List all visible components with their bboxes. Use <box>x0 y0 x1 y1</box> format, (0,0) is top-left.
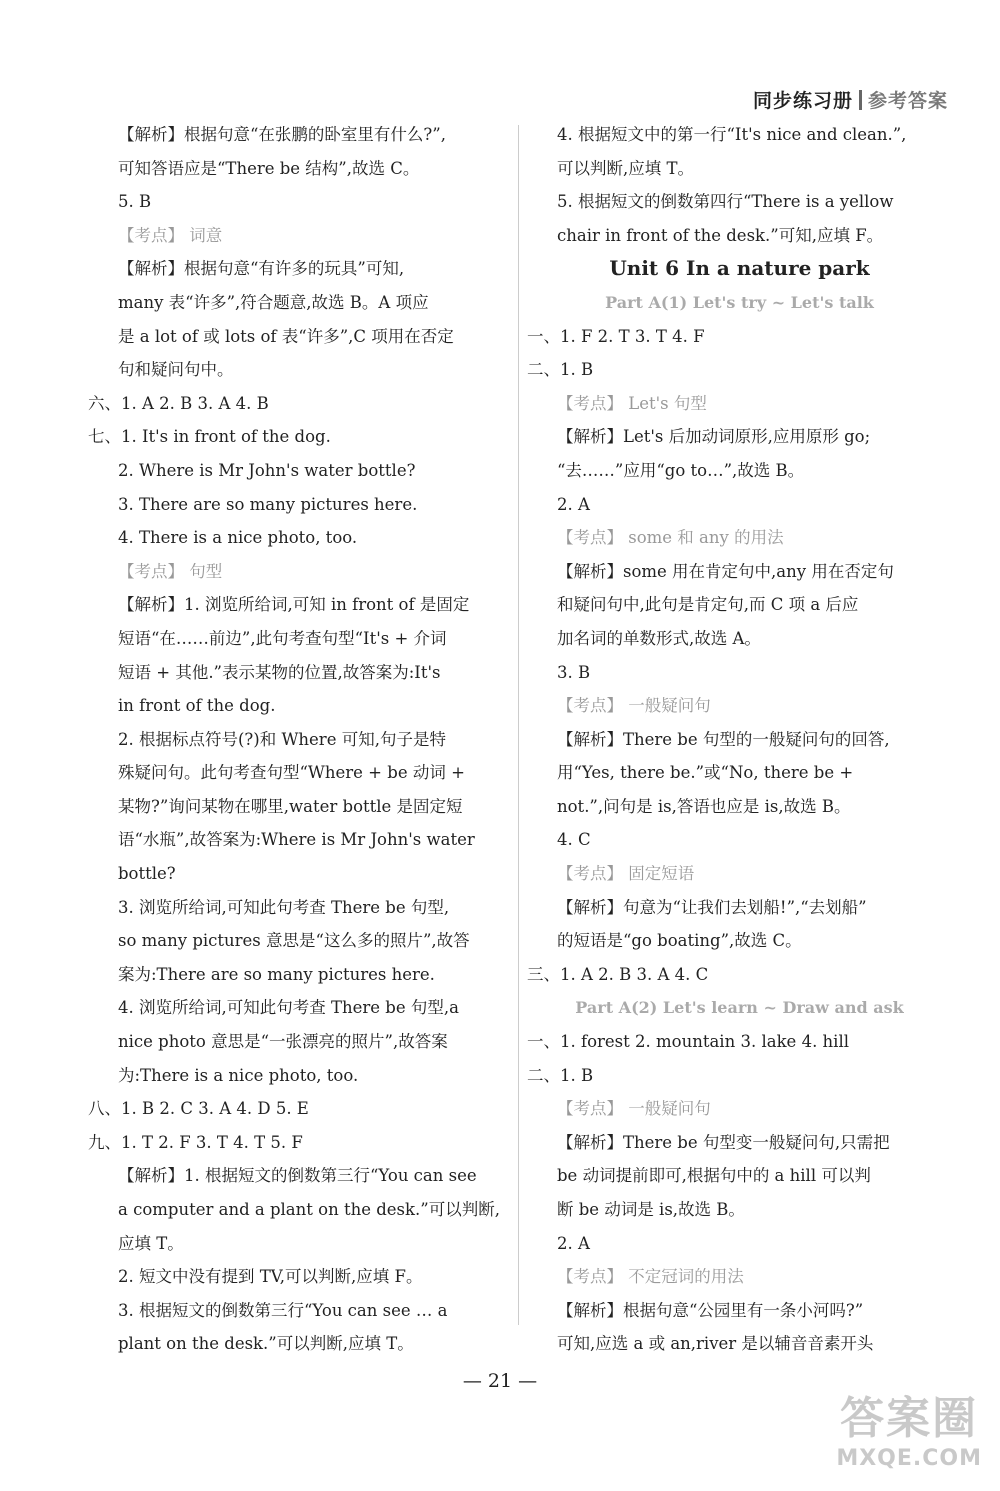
right-line: 二、1. B <box>527 1065 594 1085</box>
right-line: 一、1. forest 2. mountain 3. lake 4. hill <box>527 1032 850 1052</box>
header-subtitle: 参考答案 <box>867 90 948 112</box>
left-line: 4. 浏览所给词,可知此句考查 There be 句型,a <box>118 998 459 1018</box>
left-line: a computer and a plant on the desk.”可以判断, <box>118 1200 500 1219</box>
left-line: 句和疑问句中。 <box>118 360 234 380</box>
left-line: 3. 浏览所给词,可知此句考查 There be 句型, <box>118 897 450 917</box>
left-line: 可知答语应是“There be 结构”,故选 C。 <box>118 158 420 178</box>
left-line: 【考点】 句型 <box>118 561 223 581</box>
left-line: 3. 根据短文的倒数第三行“You can see … a <box>118 1300 448 1320</box>
right-line: 用“Yes, there be.”或“No, there be + <box>557 763 854 783</box>
left-line: 【解析】1. 根据短文的倒数第三行“You can see <box>118 1166 477 1186</box>
right-line: 【考点】 Let's 句型 <box>557 393 707 413</box>
left-line: 为:There is a nice photo, too. <box>118 1065 359 1085</box>
left-line: 语“水瓶”,故答案为:Where is Mr John's water <box>118 830 475 850</box>
right-line: 【解析】There be 句型的一般疑问句的回答, <box>557 729 890 749</box>
left-column <box>88 118 513 1361</box>
right-line: 【解析】句意为“让我们去划船!”,“去划船” <box>557 897 867 917</box>
left-line: 七、1. It's in front of the dog. <box>88 427 331 447</box>
right-line: 【解析】Let's 后加动词原形,应用原形 go; <box>557 427 871 447</box>
header-divider <box>859 90 862 110</box>
left-line: plant on the desk.”可以判断,应填 T。 <box>118 1334 414 1354</box>
right-line: 【考点】 some 和 any 的用法 <box>557 528 784 548</box>
right-line: 2. A <box>557 494 590 514</box>
left-line: 2. Where is Mr John's water bottle? <box>118 460 416 480</box>
right-line: Part A(2) Let's learn ~ Draw and ask <box>575 998 904 1018</box>
right-line: Part A(1) Let's try ~ Let's talk <box>605 292 874 312</box>
right-line: 二、1. B <box>527 360 594 380</box>
left-line: nice photo 意思是“一张漂亮的照片”,故答案 <box>118 1032 448 1052</box>
left-line: 是 a lot of 或 lots of 表“许多”,C 项用在否定 <box>118 326 454 346</box>
right-line: 加名词的单数形式,故选 A。 <box>557 628 761 648</box>
header-title: 同步练习册 <box>752 90 853 112</box>
left-line: 案为:There are so many pictures here. <box>118 964 435 984</box>
right-line: 可知,应选 a 或 an,river 是以辅音音素开头 <box>557 1334 874 1354</box>
left-line: 八、1. B 2. C 3. A 4. D 5. E <box>88 1099 309 1119</box>
watermark-url: MXQE.COM <box>836 1446 982 1471</box>
left-line: 短语“在……前边”,此句考查句型“It's + 介词 <box>118 628 447 648</box>
left-line: in front of the dog. <box>118 696 276 716</box>
right-line: 三、1. A 2. B 3. A 4. C <box>527 964 709 984</box>
left-line: 3. There are so many pictures here. <box>118 494 418 514</box>
left-line: 【解析】根据句意“有许多的玩具”可知, <box>118 259 405 279</box>
right-line: 【考点】 不定冠词的用法 <box>557 1267 744 1287</box>
left-line: 【考点】 词意 <box>118 225 223 245</box>
right-line: “去……”应用“go to…”,故选 B。 <box>557 460 805 480</box>
right-line: 【考点】 一般疑问句 <box>557 696 711 716</box>
column-divider <box>518 125 519 1325</box>
left-line: 殊疑问句。此句考查句型“Where + be 动词 + <box>118 763 465 783</box>
right-line: 5. 根据短文的倒数第四行“There is a yellow <box>557 192 894 212</box>
left-line: 5. B <box>118 192 152 212</box>
left-line: many 表“许多”,符合题意,故选 B。A 项应 <box>118 292 429 312</box>
right-line: 3. B <box>557 662 591 682</box>
right-column <box>527 118 952 1361</box>
right-line: 4. C <box>557 830 591 850</box>
left-line: 4. There is a nice photo, too. <box>118 528 358 548</box>
right-line: 可以判断,应填 T。 <box>557 158 694 178</box>
left-line: 2. 短文中没有提到 TV,可以判断,应填 F。 <box>118 1267 423 1287</box>
right-line: 【解析】There be 句型变一般疑问句,只需把 <box>557 1132 890 1152</box>
right-line: Unit 6 In a nature park <box>609 256 870 281</box>
left-line: 【解析】1. 浏览所给词,可知 in front of 是固定 <box>118 595 470 615</box>
watermark-logo: 答案圈 <box>840 1393 979 1444</box>
right-line: not.”,问句是 is,答语也应是 is,故选 B。 <box>557 796 851 816</box>
right-line: 【考点】 固定短语 <box>557 864 695 884</box>
left-line: 某物?”询问某物在哪里,water bottle 是固定短 <box>118 796 463 816</box>
watermark <box>836 1382 982 1471</box>
right-line: 4. 根据短文中的第一行“It's nice and clean.”, <box>557 125 907 144</box>
left-line: bottle? <box>118 864 176 884</box>
left-line: 【解析】根据句意“在张鹏的卧室里有什么?”, <box>118 125 446 144</box>
left-line: so many pictures 意思是“这么多的照片”,故答 <box>118 931 470 951</box>
right-line: chair in front of the desk.”可知,应填 F。 <box>557 225 884 245</box>
right-line: 【解析】some 用在肯定句中,any 用在否定句 <box>557 561 894 581</box>
right-line: be 动词提前即可,根据句中的 a hill 可以判 <box>557 1166 871 1186</box>
right-line: 一、1. F 2. T 3. T 4. F <box>527 326 705 346</box>
right-line: 的短语是“go boating”,故选 C。 <box>557 931 802 951</box>
right-line: 断 be 动词是 is,故选 B。 <box>557 1200 745 1219</box>
right-line: 2. A <box>557 1233 590 1253</box>
right-line: 【考点】 一般疑问句 <box>557 1099 711 1119</box>
left-line: 九、1. T 2. F 3. T 4. T 5. F <box>88 1132 303 1152</box>
left-line: 应填 T。 <box>118 1233 184 1253</box>
left-line: 六、1. A 2. B 3. A 4. B <box>88 393 269 413</box>
right-line: 和疑问句中,此句是肯定句,而 C 项 a 后应 <box>557 595 859 615</box>
left-line: 2. 根据标点符号(?)和 Where 可知,句子是特 <box>118 729 446 749</box>
running-header <box>753 86 948 113</box>
left-line: 短语 + 其他.”表示某物的位置,故答案为:It's <box>118 662 441 682</box>
page-number: — 21 — <box>462 1370 538 1392</box>
right-line: 【解析】根据句意“公园里有一条小河吗?” <box>557 1300 864 1320</box>
